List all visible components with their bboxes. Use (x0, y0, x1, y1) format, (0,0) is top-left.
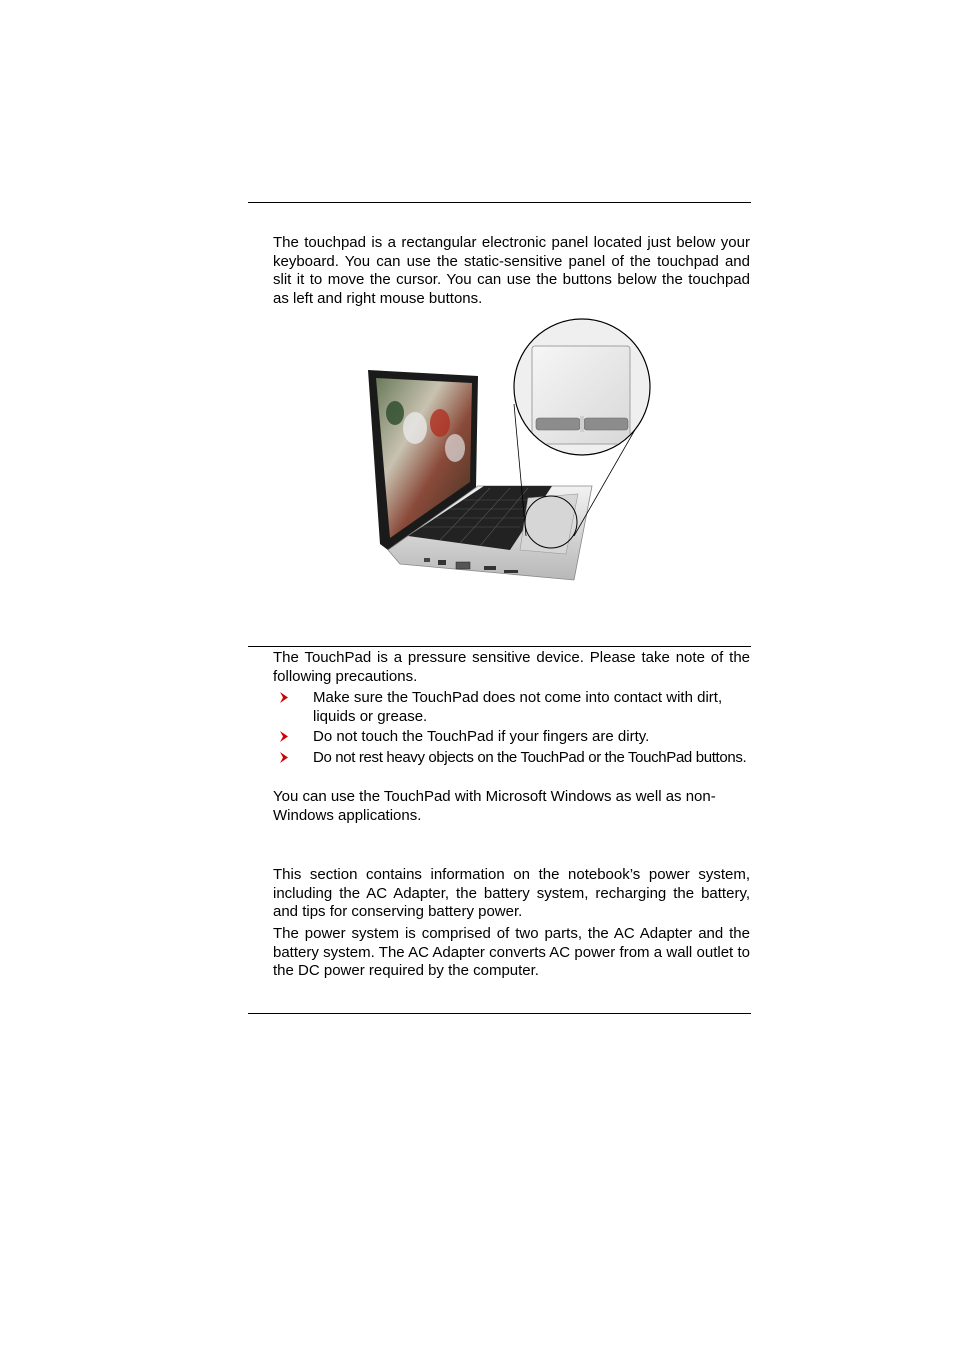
section-rule (248, 646, 751, 647)
arrow-bullet-icon (279, 691, 289, 704)
arrow-bullet-icon (279, 751, 289, 764)
precautions-outro: You can use the TouchPad with Microsoft Windows as well as non-Windows applications. (273, 788, 716, 824)
precautions-intro: The TouchPad is a pressure sensitive device. Please take note of the following precautions. (273, 649, 750, 685)
precautions-list (273, 689, 755, 769)
power-intro: This section contains information on the notebook’s power system, including the AC Adapter, the battery system, recharging the battery, and tips for conserving battery power. (273, 866, 750, 920)
notebook-touchpad-figure (360, 318, 660, 590)
touchpad-intro: The touchpad is a rectangular electronic panel located just below your keyboard. You can use the static-sensitive panel of the touchpad and slit it to move the cursor. You can use the buttons below the touchpad as left and right mouse buttons. (273, 234, 750, 307)
header-rule (248, 202, 751, 203)
list-item: Make sure the TouchPad does not come into contact with dirt, liquids or grease. (273, 689, 755, 726)
right-button (584, 418, 628, 430)
left-button (536, 418, 580, 430)
footer-rule (248, 1013, 751, 1014)
arrow-bullet-icon (279, 730, 289, 743)
list-item: Do not rest heavy objects on the TouchPad or the TouchPad buttons. (273, 749, 755, 768)
power-system-description: The power system is comprised of two parts, the AC Adapter and the battery system. The AC Adapter converts AC power from a wall outlet to the DC power required by the computer. (273, 925, 750, 979)
list-item: Do not touch the TouchPad if your fingers are dirty. (273, 728, 755, 747)
notebook-illustration (360, 318, 660, 590)
